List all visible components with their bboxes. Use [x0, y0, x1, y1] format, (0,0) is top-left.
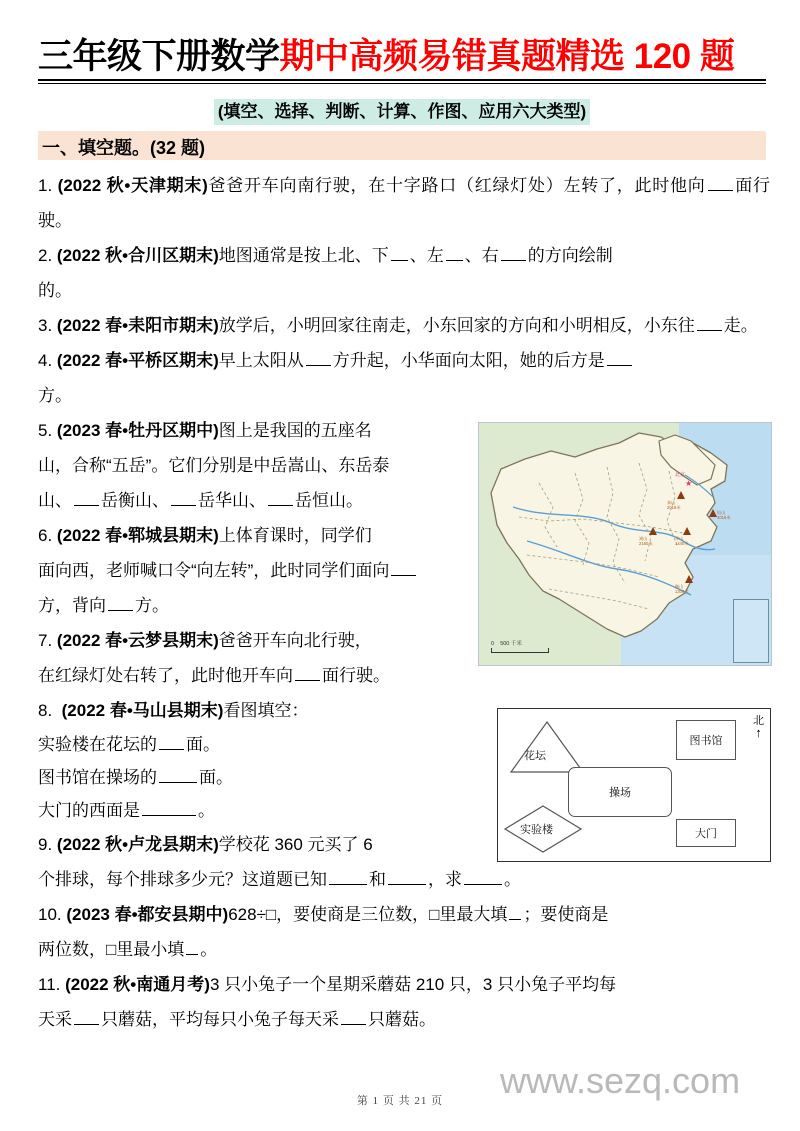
- section-label: 一、填空题。(32 题): [42, 138, 206, 158]
- peak-label-taishan: 泰山 2018米: [667, 500, 681, 510]
- playground-label: 操场: [609, 787, 631, 799]
- question-item: [38, 238, 770, 308]
- north-indicator: [753, 715, 764, 739]
- peak-label-hengshan-heng: 恒山 2016米: [717, 510, 731, 520]
- question-source: (2022 春•云梦县期末): [56, 631, 219, 650]
- title-block: [38, 36, 766, 84]
- peak-label-songshan: 嵩山 2160米: [639, 536, 653, 546]
- question-text: 地图通常是按上北、下: [218, 246, 389, 265]
- answer-blank[interactable]: [388, 868, 426, 885]
- answer-blank[interactable]: [171, 489, 196, 506]
- lab-building-label: 实验楼: [520, 824, 553, 836]
- scale-zero: 0: [491, 641, 495, 647]
- question-number: 6.: [38, 526, 53, 545]
- question-text: 爸爸开车向南行驶，在十字路口（红绿灯处）左转了，此: [207, 176, 653, 195]
- answer-blank[interactable]: [295, 664, 320, 681]
- question-text: 实验楼在花坛的: [38, 735, 157, 754]
- question-text: 个排球，每个排球多少元？这道题已知: [38, 870, 327, 889]
- page-footer: 第 1 页 共 21 页: [356, 1095, 444, 1107]
- question-item: [38, 413, 490, 518]
- question-text: 山，合称“五岳”。它们分别是中岳嵩山、东岳泰: [38, 456, 390, 475]
- china-outline-svg: [479, 423, 771, 665]
- question-text: 3 只小兔子一个星期采蘑菇 210 只，3 只小兔子平均每: [209, 975, 617, 994]
- subtitle-highlight: (填空、选择、判断、计算、作图、应用六大类型): [214, 99, 590, 125]
- question-subline: [38, 794, 490, 827]
- question-text: 岳华山、: [198, 491, 266, 510]
- question-text: 面。: [186, 735, 220, 754]
- question-text: 面向西，老师喊口令“向左转”，此时同学们面向: [38, 561, 390, 580]
- scale-bar-graphic: [491, 648, 549, 653]
- china-map-figure: [478, 422, 772, 666]
- question-source: (2022 秋•南通月考): [65, 975, 210, 994]
- question-text: 图书馆在操场的: [38, 768, 157, 787]
- question-source: (2022 秋•卢龙县期末): [56, 835, 219, 854]
- answer-blank[interactable]: [159, 733, 184, 750]
- question-text: 628÷□，要使商是三位数，□里最大填: [228, 905, 508, 924]
- question-text: 两位数，□里最小填: [38, 940, 185, 959]
- question-text: 、右: [464, 246, 499, 265]
- question-number: 4.: [38, 351, 53, 370]
- question-text: 岳衡山、: [101, 491, 169, 510]
- question-subline: [38, 728, 490, 761]
- answer-blank[interactable]: [464, 868, 502, 885]
- question-text: 面。: [199, 768, 233, 787]
- peak-marker-taishan: [677, 491, 685, 499]
- capital-star-icon: ★: [685, 479, 693, 488]
- question-item: [38, 518, 490, 623]
- question-item: [38, 308, 770, 343]
- title-red-part: 期中高频易错真题精选 120 题: [279, 37, 735, 76]
- peak-marker-huashan: [683, 527, 691, 535]
- answer-blank[interactable]: [142, 799, 196, 816]
- question-text: 小东往: [643, 316, 695, 335]
- question-source: (2023 春•都安县期中): [66, 905, 229, 924]
- title-black-part: 三年级下册数学: [38, 37, 280, 76]
- question-text: 只蘑菇。: [368, 1010, 436, 1029]
- peak-marker-hengshan-heng: [709, 509, 717, 517]
- answer-blank[interactable]: [391, 244, 408, 261]
- answer-blank[interactable]: [509, 903, 521, 920]
- question-text: 面行驶。: [38, 176, 770, 230]
- question-text: 和: [369, 870, 386, 889]
- site-watermark: www.sezq.com: [500, 1060, 741, 1101]
- question-text: 在红绿灯处右转了，此时他开车向: [38, 666, 293, 685]
- title-divider: [38, 79, 766, 84]
- question-source: (2022 春•耒阳市期末): [56, 316, 219, 335]
- answer-blank[interactable]: [306, 349, 331, 366]
- peak-marker-songshan: [649, 527, 657, 535]
- question-text: 的方向绘制: [527, 246, 613, 265]
- question-number: 7.: [38, 631, 53, 650]
- answer-blank[interactable]: [708, 174, 733, 191]
- peak-marker-hengshan-south: [685, 575, 693, 583]
- answer-blank[interactable]: [446, 244, 463, 261]
- question-text: 方，背向: [38, 596, 106, 615]
- question-source: (2023 春•牡丹区期中): [56, 421, 219, 440]
- flowerbed-label: 花坛: [524, 750, 546, 762]
- question-text: 只蘑菇，平均每只小兔子每天采: [101, 1010, 339, 1029]
- question-text: 。: [200, 940, 218, 959]
- north-label: 北: [753, 715, 764, 727]
- answer-blank[interactable]: [697, 314, 722, 331]
- question-text: 时他向: [652, 176, 706, 195]
- question-text: 岳恒山。: [295, 491, 363, 510]
- question-text: 图上是我国的五座名: [218, 421, 372, 440]
- question-text: 面行驶。: [322, 666, 390, 685]
- main-gate-box: [676, 819, 736, 847]
- question-text: 学校花 360 元买了 6: [218, 835, 373, 854]
- answer-blank[interactable]: [186, 938, 198, 955]
- answer-blank[interactable]: [159, 766, 197, 783]
- section-header-fill-in-blanks: [38, 131, 766, 160]
- question-source: (2022 春•马山县期末): [61, 701, 224, 720]
- peak-label-hengshan-south: 衡山 1300米: [675, 584, 689, 594]
- question-text: 山、: [38, 491, 72, 510]
- question-number: 3.: [38, 316, 53, 335]
- school-layout-figure: [497, 708, 771, 862]
- question-number: 1.: [38, 176, 53, 195]
- question-text: 爸爸开车向北行驶，: [218, 631, 372, 650]
- question-text: ；要使商是: [523, 905, 609, 924]
- question-source: (2022 春•郓城县期末): [56, 526, 219, 545]
- capital-label: 北京: [675, 472, 686, 478]
- answer-blank[interactable]: [341, 1008, 366, 1025]
- question-number: 5.: [38, 421, 53, 440]
- question-number: 2.: [38, 246, 53, 265]
- answer-blank[interactable]: [391, 559, 416, 576]
- question-text: 看图填空：: [223, 701, 309, 720]
- question-text: 大门的西面是: [38, 801, 140, 820]
- question-text: 上体育课时，同学们: [218, 526, 372, 545]
- question-text: 方升起，小华面向太阳，她的后方是: [332, 351, 605, 370]
- question-item: [38, 623, 490, 693]
- question-source: (2022 秋•合川区期末): [56, 246, 219, 265]
- page-title: [38, 36, 766, 77]
- question-number: 8.: [38, 701, 53, 720]
- answer-blank[interactable]: [501, 244, 526, 261]
- question-source: (2022 春•平桥区期末): [56, 351, 219, 370]
- question-text: 早上太阳从: [218, 351, 304, 370]
- north-arrow-icon: ↑: [755, 725, 762, 741]
- question-text: 。: [198, 801, 215, 820]
- answer-blank[interactable]: [74, 1008, 99, 1025]
- question-text: 放学后，小明回家往南走，小东回家的方向和小明相反，: [218, 316, 644, 335]
- scale-value: 500 千米: [500, 641, 522, 647]
- library-box: [676, 720, 736, 760]
- question-source: (2022 秋•天津期末): [57, 176, 208, 195]
- question-number: 11.: [38, 975, 61, 994]
- question-text: 方。: [38, 386, 72, 405]
- answer-blank[interactable]: [607, 349, 632, 366]
- south-china-sea-inset: [733, 599, 769, 663]
- question-item: [38, 693, 490, 827]
- question-item: [38, 343, 770, 413]
- question-text: 、左: [409, 246, 444, 265]
- question-subline: [38, 761, 490, 794]
- question-item: [38, 168, 770, 238]
- question-text: 走。: [723, 316, 758, 335]
- answer-blank[interactable]: [329, 868, 367, 885]
- question-text: 方。: [135, 596, 169, 615]
- question-text: 。: [504, 870, 521, 889]
- answer-blank[interactable]: [74, 489, 99, 506]
- question-text: ，求: [428, 870, 462, 889]
- question-item: [38, 967, 770, 1037]
- question-text: 的。: [38, 281, 72, 300]
- peak-label-huashan: 华山 1440米: [675, 536, 689, 546]
- library-label: 图书馆: [689, 735, 723, 747]
- question-item: [38, 897, 770, 967]
- question-number: 10.: [38, 905, 62, 924]
- subtitle-row: [38, 99, 766, 125]
- question-number: 9.: [38, 835, 53, 854]
- map-scale-bar: [491, 639, 549, 653]
- answer-blank[interactable]: [108, 594, 133, 611]
- question-text: 天采: [38, 1010, 72, 1029]
- answer-blank[interactable]: [268, 489, 293, 506]
- main-gate-label: 大门: [695, 828, 717, 840]
